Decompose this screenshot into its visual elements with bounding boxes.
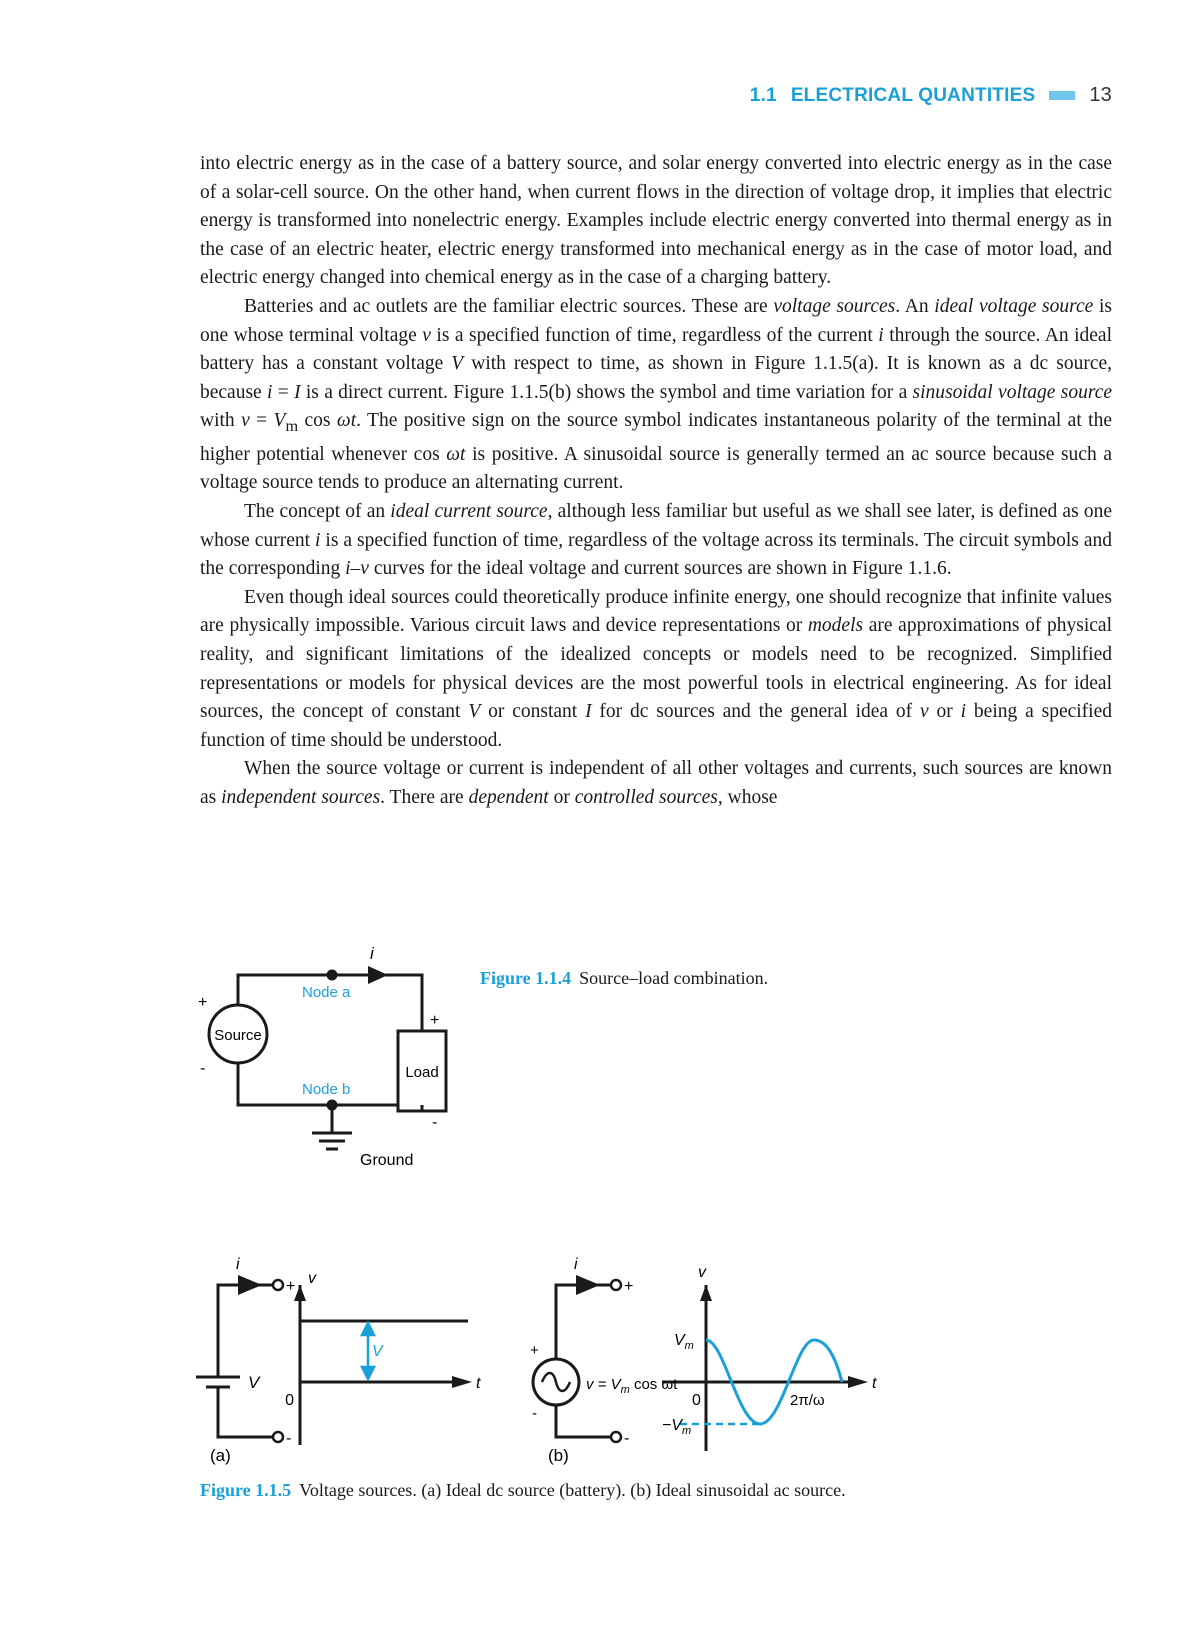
section-number: 1.1 <box>749 84 777 106</box>
bottom-minus: - <box>624 1430 630 1447</box>
top-plus: + <box>286 1278 296 1295</box>
current-arrow-icon <box>368 966 388 984</box>
dc-level-label: V <box>372 1343 383 1360</box>
load-plus: + <box>430 1012 440 1029</box>
t-axis-label: t <box>476 1375 481 1392</box>
current-arrow-icon <box>576 1275 600 1295</box>
t-axis-arrow-icon <box>848 1376 868 1388</box>
body-text <box>200 150 1112 813</box>
node-a-label: Node a <box>302 984 351 1001</box>
bottom-minus: - <box>286 1430 292 1447</box>
node-b-label: Node b <box>302 1081 351 1098</box>
paragraph-5: When the source voltage or current is independent of all other voltages and currents, such sources are known as independent sources. There are dependent or controlled sources, whose <box>200 758 1112 808</box>
tag-a: (a) <box>210 1446 231 1465</box>
page-number: 13 <box>1089 84 1112 106</box>
figure-1-1-5b-diagram <box>530 1255 890 1465</box>
terminal-top <box>611 1280 621 1290</box>
tag-b: (b) <box>548 1446 569 1465</box>
current-label: i <box>236 1256 240 1273</box>
current-label: i <box>574 1256 578 1273</box>
v-axis-label: v <box>698 1264 706 1281</box>
period-label: 2π/ω <box>790 1392 825 1409</box>
origin-label: 0 <box>285 1392 294 1409</box>
paragraph-1: into electric energy as in the case of a battery source, and solar energy converted into electric energy as in the case of a solar-cell source. On the other hand, when current flows in the direction of voltage drop, it implies that electric energy is transformed into nonelectric energy. Examples include electric energy converted into thermal energy as in the case of an electric heater, electric energy transformed into mechanical energy as in the case of motor load, and electric energy changed into chemical energy as in the case of a charging battery. <box>200 153 1112 289</box>
source-plus: + <box>530 1342 539 1359</box>
load-minus: - <box>432 1114 438 1131</box>
origin-label: 0 <box>692 1392 701 1409</box>
section-title: ELECTRICAL QUANTITIES <box>790 84 1036 106</box>
t-axis-arrow-icon <box>452 1376 472 1388</box>
figure-1-1-4-diagram <box>190 944 460 1190</box>
terminal-bottom <box>611 1432 621 1442</box>
header-accent-bar <box>1049 91 1075 100</box>
top-plus: + <box>624 1278 634 1295</box>
ground-label: Ground <box>360 1152 414 1169</box>
battery-voltage-label: V <box>248 1373 260 1392</box>
source-minus: - <box>532 1405 537 1422</box>
source-equation: $v = V_m$ cos ωt <box>586 1376 678 1396</box>
source-plus: + <box>198 994 208 1011</box>
figure-1-1-4-text: Source–load combination. <box>579 968 769 988</box>
t-axis-label: t <box>872 1375 877 1392</box>
source-label: Source <box>214 1027 262 1044</box>
figure-1-1-5-caption <box>200 1480 846 1501</box>
figure-1-1-4-caption <box>480 968 768 989</box>
paragraph-2: Batteries and ac outlets are the familiar electric sources. These are voltage sources. An ideal voltage source is one whose terminal voltage v is a specified function of time, regardless of the current i through the source. An ideal battery has a constant voltage V with respect to time, as shown in Figure 1.1.5(a). It is known as a dc source, because i = I is a direct current. Figure 1.1.5(b) shows the symbol and time variation for a sinusoidal voltage source with $v = V_m$ cos ωt. The positive sign on the source symbol indicates instantaneous polarity of the terminal at the higher potential whenever cos ωt is positive. A sinusoidal source is generally termed an ac source because such a voltage source tends to produce an alternating current. <box>200 295 1113 494</box>
current-label: i <box>370 944 374 963</box>
terminal-top <box>273 1280 283 1290</box>
paragraph-4: Even though ideal sources could theoretically produce infinite energy, one should recognize that infinite values are physically impossible. Various circuit laws and device representations or models are approximations of physical reality, and significant limitations of the idealized concepts or models need to be recognized. Simplified representations or models for physical devices are the most powerful tools in electrical engineering. As for ideal sources, the concept of constant V or constant I for dc sources and the general idea of v or i being a specified function of time should be understood. <box>200 586 1112 751</box>
figure-1-1-4-label: Figure 1.1.4 <box>480 968 572 988</box>
v-axis-arrow-icon <box>294 1285 306 1301</box>
node-a-dot <box>327 970 338 981</box>
neg-peak-label: $-V_m$ <box>662 1417 692 1437</box>
terminal-bottom <box>273 1432 283 1442</box>
v-axis-arrow-icon <box>700 1285 712 1301</box>
figure-1-1-5a-diagram <box>196 1255 486 1465</box>
figure-1-1-5-text: Voltage sources. (a) Ideal dc source (battery). (b) Ideal sinusoidal ac source. <box>299 1480 846 1500</box>
figure-1-1-5-label: Figure 1.1.5 <box>200 1480 292 1500</box>
v-axis-label: v <box>308 1270 316 1287</box>
running-head <box>750 84 1112 107</box>
paragraph-3: The concept of an ideal current source, although less familiar but useful as we shall see later, is defined as one whose current i is a specified function of time, regardless of the voltage across its terminals. The circuit symbols and the corresponding i–v curves for the ideal voltage and current sources are shown in Figure 1.1.6. <box>200 501 1112 580</box>
load-label: Load <box>405 1064 439 1081</box>
node-b-dot <box>327 1100 338 1111</box>
source-minus: - <box>200 1060 206 1077</box>
peak-label: $V_m$ <box>674 1332 694 1352</box>
current-arrow-icon <box>238 1275 262 1295</box>
